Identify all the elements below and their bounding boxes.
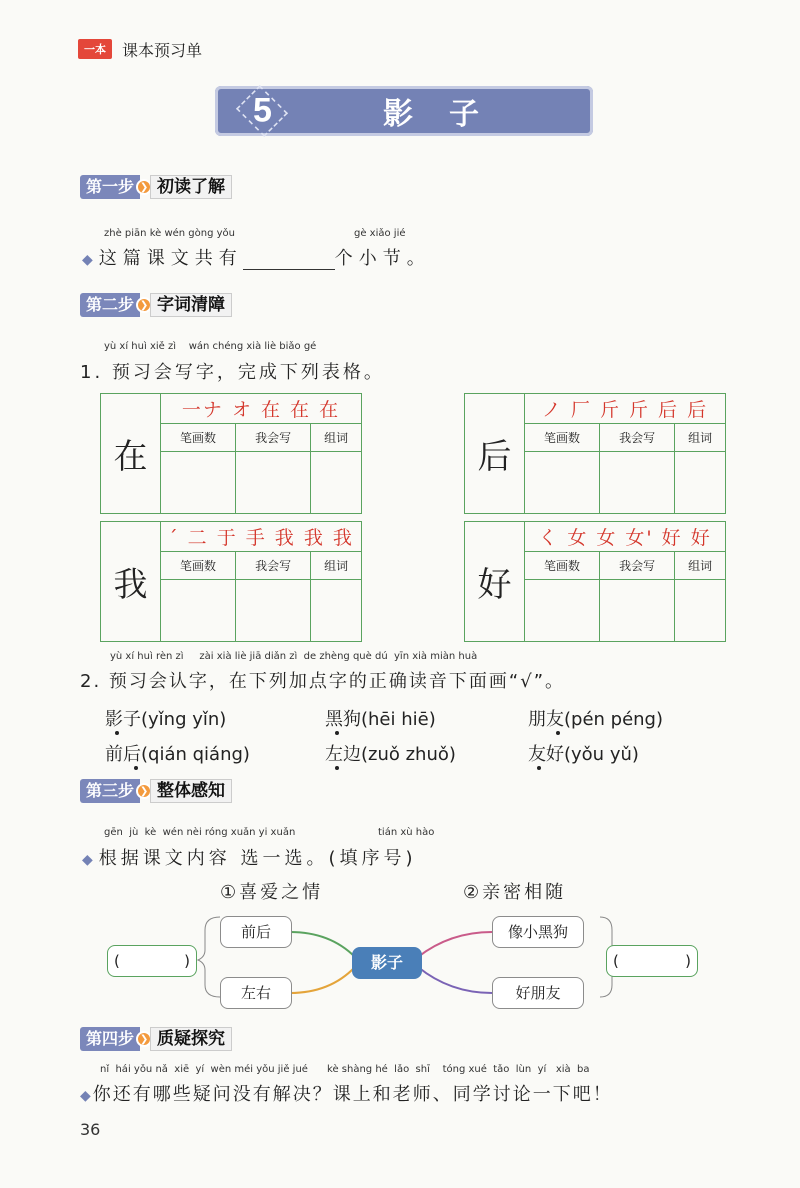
answer-cell[interactable] bbox=[600, 580, 675, 642]
node-center: 影子 bbox=[352, 947, 422, 979]
step-4-heading bbox=[80, 1027, 232, 1051]
option-2: ②亲密相随 bbox=[463, 882, 567, 903]
target-char: 后 bbox=[465, 394, 525, 514]
reading-item[interactable]: 朋友(pén péng) bbox=[528, 709, 664, 730]
question-text: 这篇课文共有 bbox=[98, 248, 243, 269]
diamond-bullet-icon: ◆ bbox=[82, 252, 93, 268]
answer-cell[interactable] bbox=[236, 580, 311, 642]
q2-text: 2. 预习会认字，在下列加点字的正确读音下面画“√”。 bbox=[80, 671, 566, 692]
target-char: 好 bbox=[465, 522, 525, 642]
emphasis-dot bbox=[335, 766, 339, 770]
char-table-3 bbox=[100, 521, 362, 642]
paren-open: ( bbox=[613, 952, 619, 970]
col-strokes: 笔画数 bbox=[525, 552, 600, 580]
step-1-heading bbox=[80, 175, 232, 199]
page-header bbox=[78, 38, 202, 60]
col-strokes: 笔画数 bbox=[161, 552, 236, 580]
answer-cell[interactable] bbox=[525, 452, 600, 514]
branch-line bbox=[418, 932, 492, 957]
col-strokes: 笔画数 bbox=[525, 424, 600, 452]
step-label: 第四步 bbox=[80, 1027, 140, 1051]
answer-cell[interactable] bbox=[161, 452, 236, 514]
col-words: 组词 bbox=[311, 552, 362, 580]
pinyin-line: gēn jù kè wén nèi róng xuǎn yi xuǎn bbox=[104, 827, 296, 838]
arrow-icon: ❯ bbox=[136, 1031, 152, 1047]
col-write: 我会写 bbox=[236, 424, 311, 452]
col-write: 我会写 bbox=[600, 424, 675, 452]
stroke-order: ノ 厂 斤 斤 后 后 bbox=[525, 394, 726, 424]
col-words: 组词 bbox=[675, 552, 726, 580]
answer-box-left[interactable] bbox=[107, 945, 197, 977]
answer-cell[interactable] bbox=[600, 452, 675, 514]
lesson-banner bbox=[215, 86, 593, 136]
stroke-order: ˊ 二 于 手 我 我 我 bbox=[161, 522, 362, 552]
answer-cell[interactable] bbox=[675, 452, 726, 514]
reading-item[interactable]: 前后(qián qiáng) bbox=[105, 744, 250, 765]
reading-item[interactable]: 影子(yǐng yǐn) bbox=[105, 709, 227, 730]
reading-item[interactable]: 左边(zuǒ zhuǒ) bbox=[325, 744, 456, 765]
col-words: 组词 bbox=[311, 424, 362, 452]
step-name: 质疑探究 bbox=[150, 1027, 232, 1051]
emphasis-dot bbox=[134, 766, 138, 770]
pinyin-line: zhè piān kè wén gòng yǒu bbox=[104, 228, 236, 239]
emphasis-dot bbox=[335, 731, 339, 735]
target-char: 我 bbox=[101, 522, 161, 642]
pinyin-line: nǐ hái yǒu nǎ xiē yí wèn méi yǒu jiě jué kè shàng hé lǎo shī tóng xué tǎo lùn yí xià ba bbox=[100, 1064, 590, 1075]
emphasis-dot bbox=[115, 731, 119, 735]
diamond-bullet-icon: ◆ bbox=[80, 1088, 91, 1104]
answer-cell[interactable] bbox=[675, 580, 726, 642]
char-table-4 bbox=[464, 521, 726, 642]
answer-cell[interactable] bbox=[311, 580, 362, 642]
step-3-question bbox=[82, 844, 417, 870]
stroke-order: く 女 女 女' 好 好 bbox=[525, 522, 726, 552]
lesson-title: 影子 bbox=[383, 97, 515, 132]
branch-line bbox=[290, 932, 355, 957]
answer-cell[interactable] bbox=[525, 580, 600, 642]
node-good-friend: 好朋友 bbox=[492, 977, 584, 1009]
option-1: ①喜爱之情 bbox=[220, 882, 324, 903]
answer-cell[interactable] bbox=[236, 452, 311, 514]
emphasis-dot bbox=[556, 731, 560, 735]
pinyin-line: yù xí huì xiě zì wán chéng xià liè biǎo gé bbox=[104, 341, 317, 352]
paren-close: ) bbox=[184, 952, 190, 970]
pinyin-line: gè xiǎo jié bbox=[354, 228, 406, 239]
col-write: 我会写 bbox=[600, 552, 675, 580]
answer-box-right[interactable] bbox=[606, 945, 698, 977]
q1-text: 1. 预习会写字，完成下列表格。 bbox=[80, 362, 385, 383]
col-write: 我会写 bbox=[236, 552, 311, 580]
branch-line bbox=[290, 967, 355, 993]
left-bracket bbox=[198, 917, 220, 997]
question-text: 你还有哪些疑问没有解决？课上和老师、同学讨论一下吧！ bbox=[92, 1084, 613, 1105]
arrow-icon: ❯ bbox=[136, 783, 152, 799]
step-label: 第一步 bbox=[80, 175, 140, 199]
char-table-1 bbox=[100, 393, 362, 514]
header-title: 课本预习单 bbox=[122, 40, 203, 60]
node-front-back: 前后 bbox=[220, 916, 292, 948]
node-left-right: 左右 bbox=[220, 977, 292, 1009]
page-number: 36 bbox=[80, 1120, 101, 1139]
char-table-2 bbox=[464, 393, 726, 514]
brand-badge: 一本 bbox=[78, 39, 112, 59]
answer-cell[interactable] bbox=[311, 452, 362, 514]
reading-item[interactable]: 黑狗(hēi hiē) bbox=[325, 709, 436, 730]
arrow-icon: ❯ bbox=[136, 179, 152, 195]
answer-cell[interactable] bbox=[161, 580, 236, 642]
target-char: 在 bbox=[101, 394, 161, 514]
question-text: 个小节。 bbox=[334, 248, 431, 269]
reading-item[interactable]: 友好(yǒu yǔ) bbox=[528, 744, 639, 765]
step-name: 字词清障 bbox=[150, 293, 232, 317]
emphasis-dot bbox=[537, 766, 541, 770]
step-1-question bbox=[82, 244, 431, 270]
paren-open: ( bbox=[114, 952, 120, 970]
answer-blank[interactable] bbox=[243, 252, 335, 270]
pinyin-line: yù xí huì rèn zì zài xià liè jiā diǎn zì de zhèng què dú yīn xià miàn huà bbox=[110, 651, 478, 662]
pinyin-line: tián xù hào bbox=[378, 827, 435, 838]
diamond-bullet-icon: ◆ bbox=[82, 852, 93, 868]
step-4-question bbox=[80, 1080, 613, 1106]
col-strokes: 笔画数 bbox=[161, 424, 236, 452]
arrow-icon: ❯ bbox=[136, 297, 152, 313]
step-3-heading bbox=[80, 779, 232, 803]
step-name: 初读了解 bbox=[150, 175, 232, 199]
step-label: 第二步 bbox=[80, 293, 140, 317]
lesson-number: 5 bbox=[253, 91, 272, 130]
paren-close: ) bbox=[685, 952, 691, 970]
step-2-heading bbox=[80, 293, 232, 317]
branch-line bbox=[418, 967, 492, 993]
col-words: 组词 bbox=[675, 424, 726, 452]
step-name: 整体感知 bbox=[150, 779, 232, 803]
step-label: 第三步 bbox=[80, 779, 140, 803]
node-black-dog: 像小黑狗 bbox=[492, 916, 584, 948]
stroke-order: 一ナ オ 在 在 在 bbox=[161, 394, 362, 424]
question-text: 根据课文内容 选一选。(填序号) bbox=[98, 848, 417, 869]
